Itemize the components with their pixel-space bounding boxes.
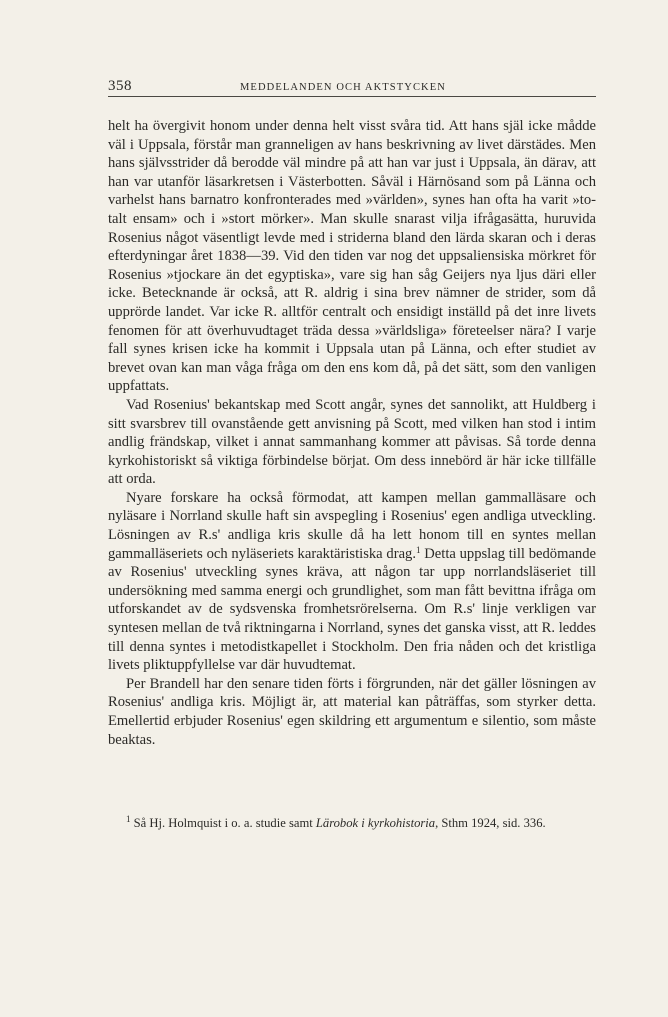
- footnote: [108, 814, 596, 832]
- paragraph-3: [108, 489, 596, 675]
- paragraph-1: helt ha övergivit honom under denna helt visst svåra tid. Att hans själ icke mådde väl i Uppsala, förstår man granneligen av hans beskrivning av livet därstädes. Men hans självsstrider då berodde väl mindre på att han var just i Uppsala, än därav, att han var utanför läsarkretsen i Västerbotten. Såväl i Härnösand som på Länna och varhelst hans barnatro konfronterades med »världen», synes han ofta ha varit »totalt ensam» och i »stort mörker». Man skulle snarast vilja ifrågasätta, huruvida Rosenius något väsentligt levde med i striderna bland den lärda skaran och i deras efterdyningar året 1838—39. Vid den tiden var nog det uppsaliensiska mörkret för Rosenius »tjockare än det egyptiska», vare sig han såg Geijers nya ljus däri eller icke. Betecknande är också, att R. aldrig i sina brev nämner de strider, som då upprörde landet. Var icke R. alltför centralt och ensidigt inställd på det inre livets fenomen för att överhuvudtaget träda dessa »världsliga» företeelser nära? I varje fall synes krisen icke ha kommit i Uppsala utan på Länna, och efter studiet av brevet ovan kan man våga fråga om den ens kom då, på det sätt, som den vanligen uppfattats.: [108, 118, 596, 395]
- main-text: [108, 117, 596, 749]
- footnote-book-title: Lärobok i kyrkohistoria: [315, 816, 436, 830]
- footnote-text-after: , Sthm 1924, sid. 336.: [435, 816, 546, 830]
- paragraph-4: Per Brandell har den senare tiden förts i förgrunden, när det gäller lösningen av Rosenius' andliga kris. Möjligt är, att material kan påträffas, som styrker detta. Emellertid erbjuder Rosenius' egen skildring ett argumentum e silentio, som måste beaktas.: [108, 675, 596, 748]
- paragraph-2: Vad Rosenius' bekantskap med Scott angår, synes det sannolikt, att Huldberg i sitt svarsbrev till ovanstående gett anvisning på Scott, med vilken han stod i intim andlig frändskap, vilket i annat sammanhang kommer att påvisas. Så torde denna kyrkohistoriskt så viktiga förbindelse börjat. Om dess innebörd är här icke tillfälle att orda.: [108, 396, 596, 488]
- running-head: MEDDELANDEN OCH AKTSTYCKEN: [240, 82, 446, 93]
- page-number: 358: [108, 78, 132, 94]
- footnote-reference[interactable]: 1: [416, 544, 421, 555]
- paragraph-3-part-a: Nyare forskare ha också förmodat, att kampen mellan gammalläsare och nyläsare i Norrland skulle haft sin avspegling i Rosenius' egen andliga utveckling. Lösningen av R.s' andliga kris skulle då ha lett honom till en syntes mellan gammalläseriets och nyläseriets karaktäristiska drag.: [108, 489, 596, 562]
- footnote-text-before: Så Hj. Holmquist i o. a. studie samt: [130, 816, 316, 830]
- paragraph-3-part-b: Detta uppslag till bedömande av Rosenius' utveckling synes kräva, att någon tar upp norrlandsläseriet till undersökning med samma energi och grundlighet, som man fått bevittna ifråga om utforskandet av de sydsvenska fromhetsrörelserna. Om R.s' linje verkligen var syntesen mellan de två riktningarna i Norrland, synes det ganska visst, att R. leddes till denna syntes i metodistkapellet i Stockholm. Den fria nåden och det kristliga livets pliktuppfyllelse var där huvudtemat.: [108, 545, 596, 674]
- page-header: [108, 76, 596, 97]
- footnote-marker: 1: [126, 814, 131, 824]
- footnote-body: [108, 814, 596, 832]
